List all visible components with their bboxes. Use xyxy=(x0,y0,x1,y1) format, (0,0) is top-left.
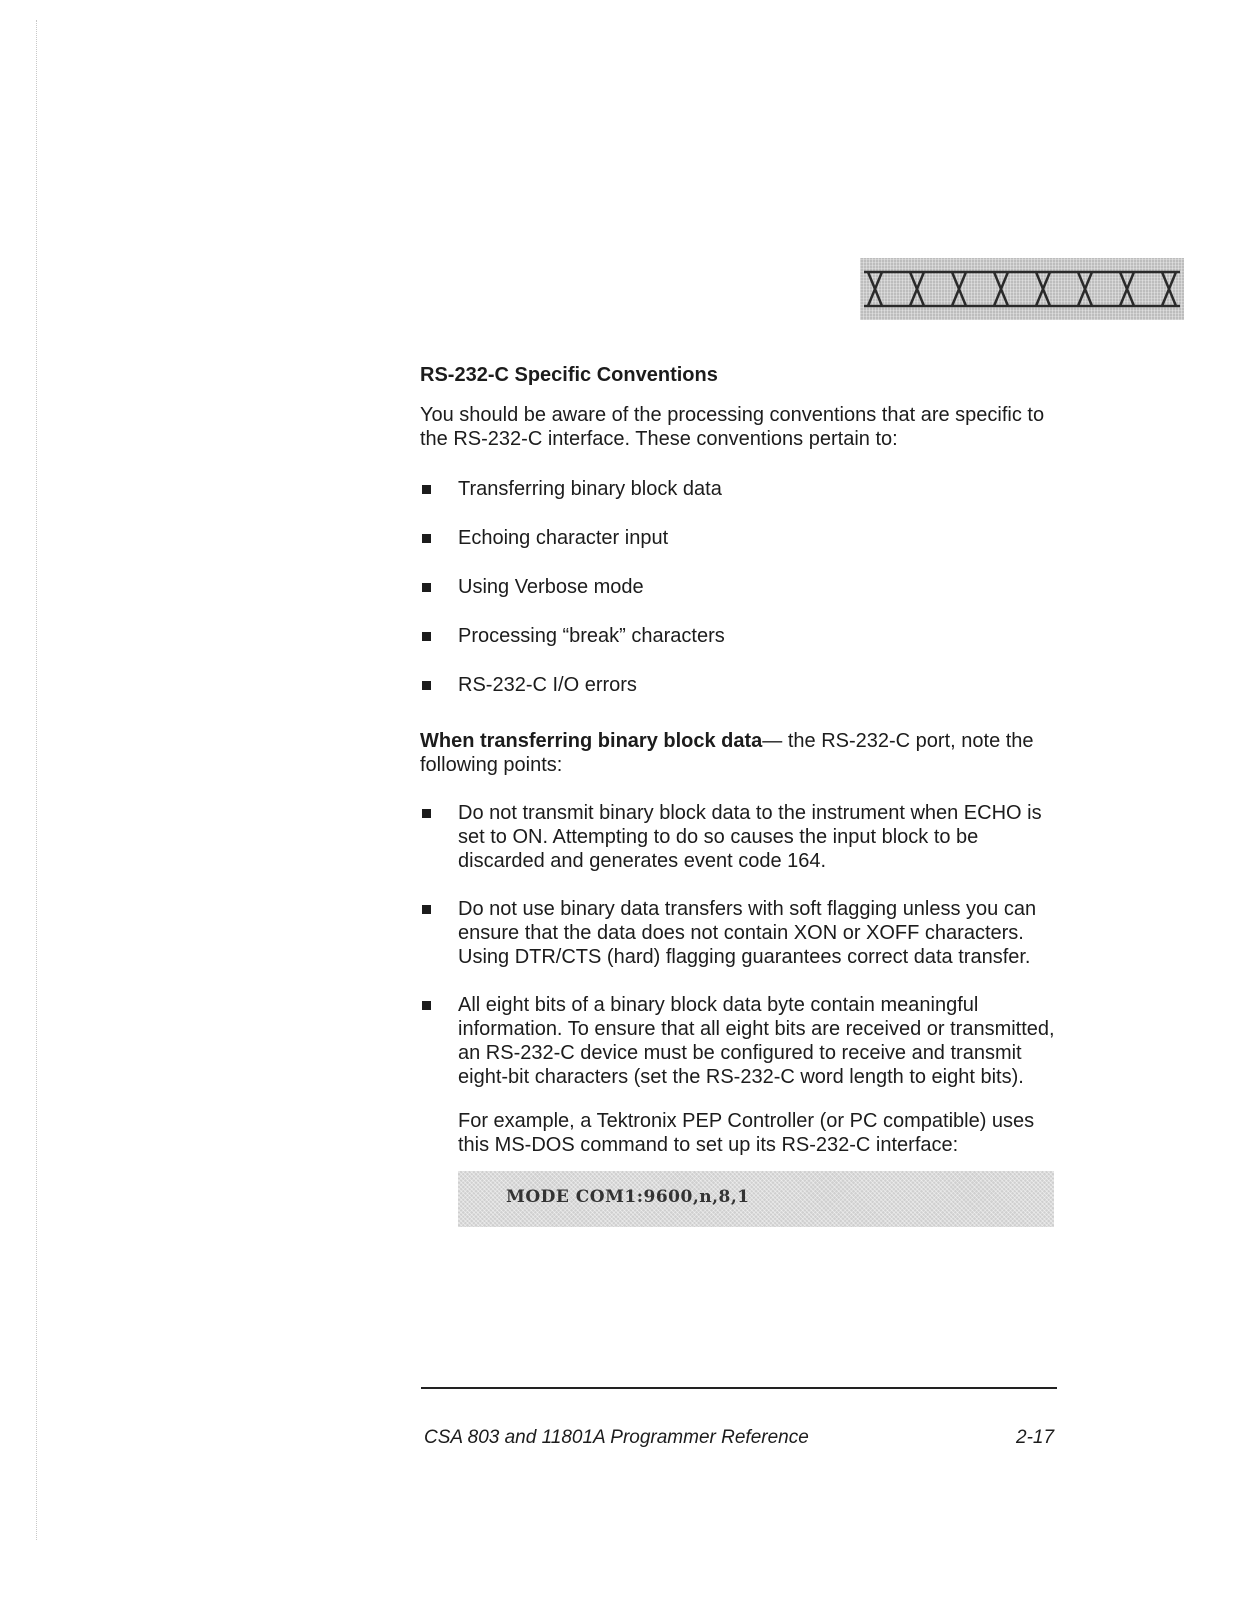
square-bullet-icon xyxy=(422,534,431,543)
footer-title: CSA 803 and 11801A Programmer Reference xyxy=(424,1427,809,1448)
list-item: All eight bits of a binary block data byte contain meaningful information. To ensure that all eight bits are received or transmitted, an RS-232-C device must be configured to receive and transmit eight-bit characters (set the RS-232-C word length to eight bits). xyxy=(420,993,1060,1089)
square-bullet-icon xyxy=(422,681,431,690)
intro-paragraph: You should be aware of the processing conventions that are specific to the RS-232-C interface. These conventions pertain to: xyxy=(420,404,1045,450)
square-bullet-icon xyxy=(422,1001,431,1010)
square-bullet-icon xyxy=(422,632,431,641)
page-number: 2-17 xyxy=(1016,1427,1055,1448)
header-waveform-graphic xyxy=(860,258,1184,320)
waveform-pattern-icon xyxy=(860,258,1184,320)
list-item: Processing “break” characters xyxy=(420,624,1060,648)
list-item: Do not use binary data transfers with soft flagging unless you can ensure that the data does not contain XON or XOFF characters. Using DTR/CTS (hard) flagging guarantees correct data transfer. xyxy=(420,897,1060,969)
footer-divider xyxy=(421,1387,1057,1389)
section-heading: RS-232-C Specific Conventions xyxy=(420,364,718,386)
square-bullet-icon xyxy=(422,905,431,914)
list-item: Using Verbose mode xyxy=(420,575,1060,599)
binary-lead-heading: When transferring binary block data xyxy=(420,730,763,752)
page-binding-edge xyxy=(36,20,39,1540)
square-bullet-icon xyxy=(422,583,431,592)
binary-lead-text: — the RS-232-C port, note the following points: xyxy=(420,730,1034,776)
command-box xyxy=(458,1171,1054,1227)
list-item: Echoing character input xyxy=(420,526,1060,550)
conventions-list xyxy=(420,477,1060,697)
binary-points-list xyxy=(420,801,1060,1089)
list-item: RS-232-C I/O errors xyxy=(420,673,1060,697)
command-text: MODE COM1:9600,n,8,1 xyxy=(506,1187,750,1207)
square-bullet-icon xyxy=(422,809,431,818)
list-item: Do not transmit binary block data to the instrument when ECHO is set to ON. Attempting to do so causes the input block to be discarded and generates event code 164. xyxy=(420,801,1060,873)
example-paragraph: For example, a Tektronix PEP Controller (or PC compatible) uses this MS-DOS command to set up its RS-232-C interface: xyxy=(458,1110,1035,1156)
square-bullet-icon xyxy=(422,485,431,494)
list-item: Transferring binary block data xyxy=(420,477,1060,501)
main-content xyxy=(420,364,1060,1227)
binary-intro-paragraph xyxy=(420,729,1060,777)
